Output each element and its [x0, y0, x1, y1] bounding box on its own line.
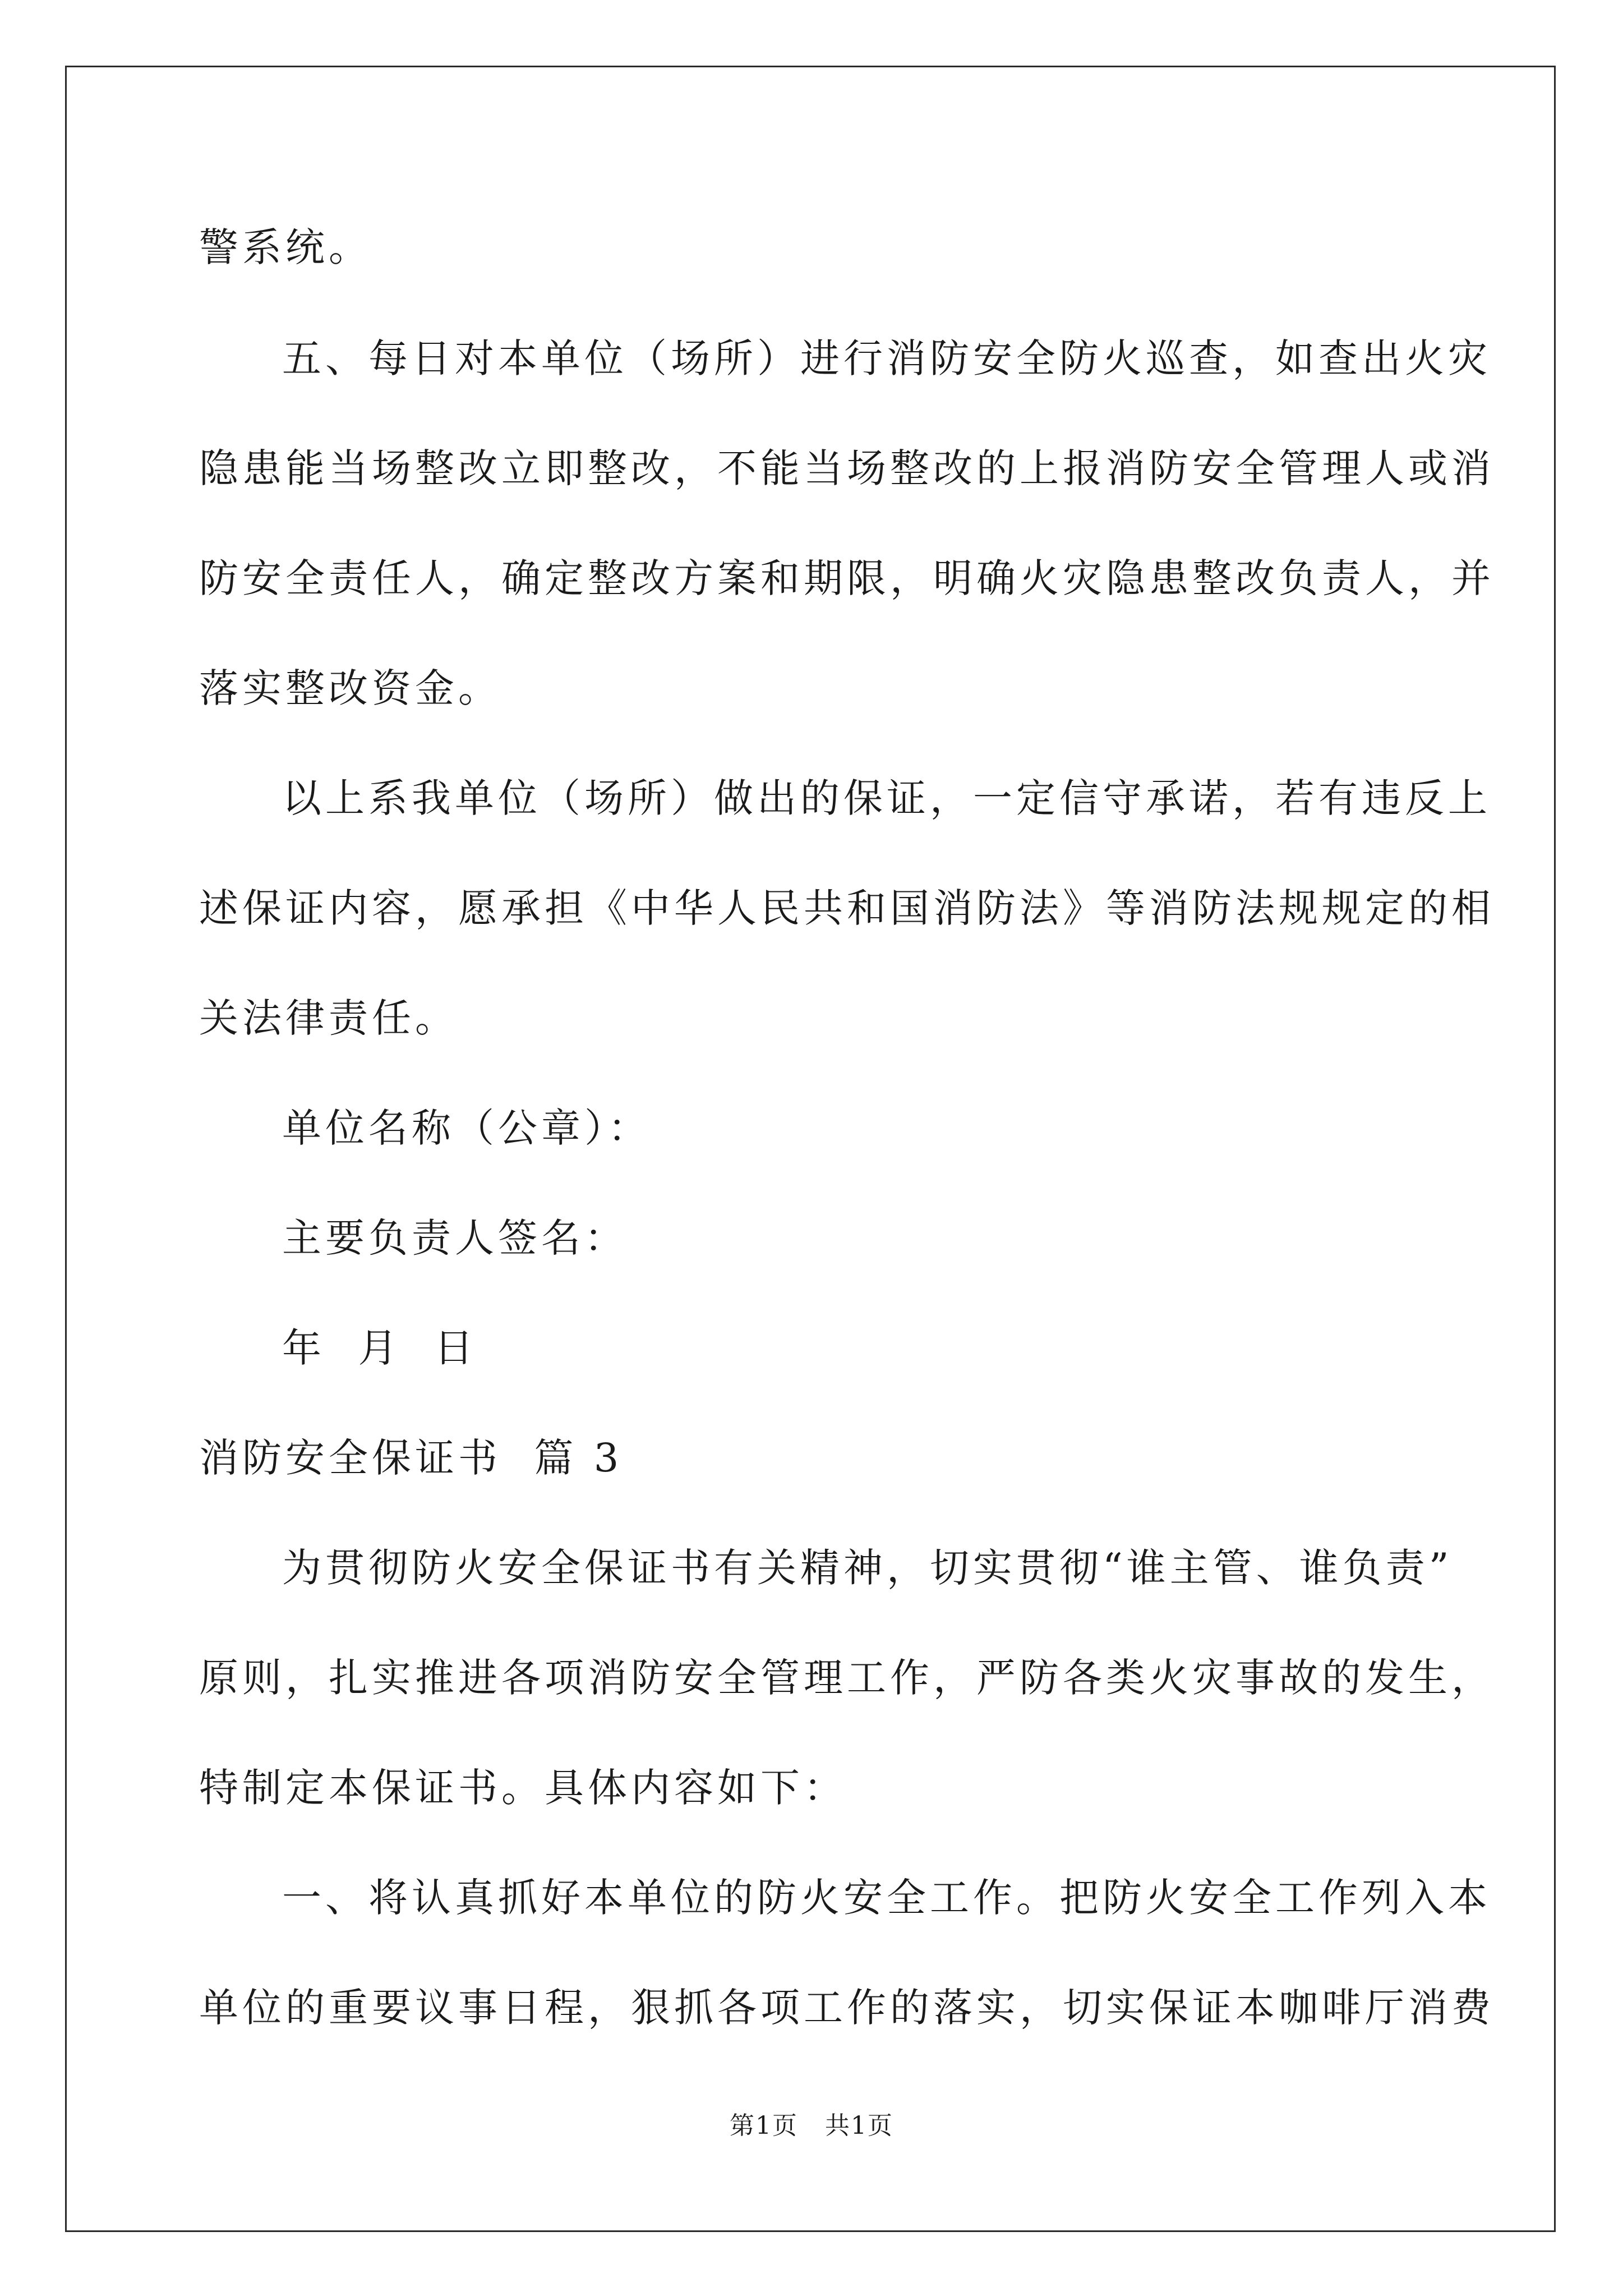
paragraph-line: 一、将认真抓好本单位的防火安全工作。把防火安全工作列入本: [282, 1875, 1491, 1921]
unit-name-line: 单位名称（公章）：: [282, 1105, 651, 1151]
section-heading: 消防安全保证书 篇 3: [199, 1435, 623, 1481]
body-line: 单位的重要议事日程，狠抓各项工作的落实，切实保证本咖啡厅消费: [199, 1985, 1495, 2031]
paragraph-line: 五、每日对本单位（场所）进行消防安全防火巡查，如查出火灾: [282, 335, 1491, 381]
body-line: 隐患能当场整改立即整改，不能当场整改的上报消防安全管理人或消: [199, 445, 1495, 491]
body-line: 落实整改资金。: [199, 665, 501, 711]
paragraph-line: 以上系我单位（场所）做出的保证，一定信守承诺，若有违反上: [282, 775, 1491, 821]
body-line: 关法律责任。: [199, 995, 458, 1041]
body-line: 防安全责任人，确定整改方案和期限，明确火灾隐患整改负责人，并: [199, 555, 1495, 601]
body-line: 述保证内容，愿承担《中华人民共和国消防法》等消防法规规定的相: [199, 885, 1495, 931]
body-line: 原则，扎实推进各项消防安全管理工作，严防各类火灾事故的发生，: [199, 1655, 1495, 1701]
date-line: 年 月 日: [282, 1325, 478, 1371]
signature-line: 主要负责人签名：: [282, 1215, 628, 1261]
paragraph-line: 为贯彻防火安全保证书有关精神，切实贯彻“谁主管、谁负责”: [282, 1545, 1453, 1591]
body-line: 警系统。: [199, 224, 372, 270]
page-footer: 第1页 共1页: [730, 2111, 893, 2140]
body-line: 特制定本保证书。具体内容如下：: [199, 1765, 847, 1811]
